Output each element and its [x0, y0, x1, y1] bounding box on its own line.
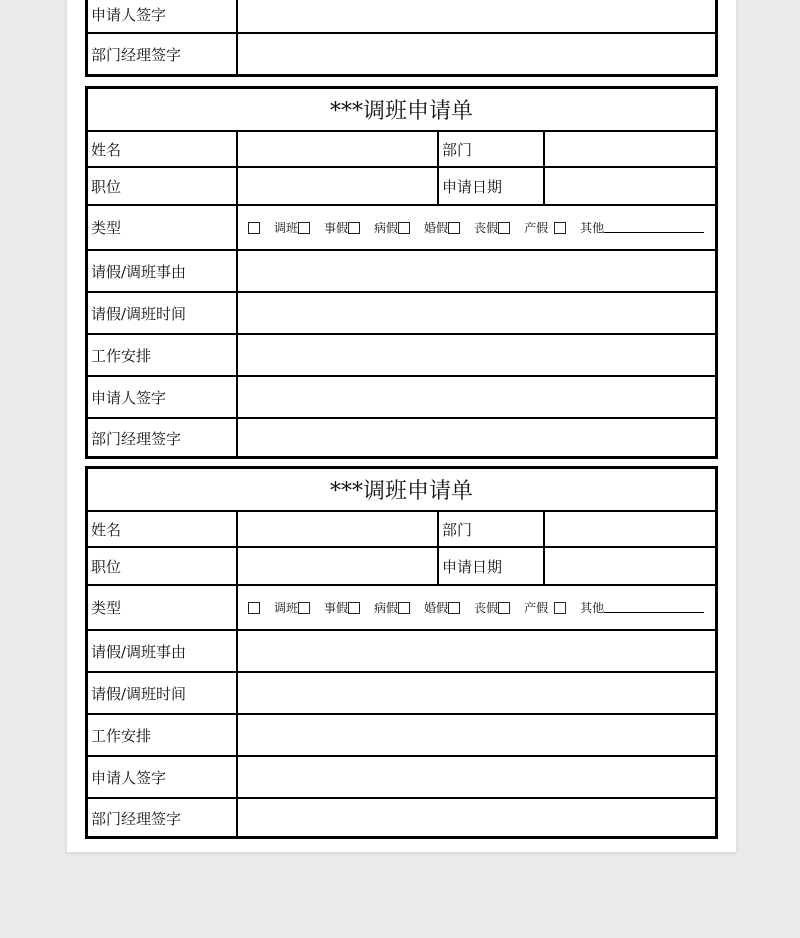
- type-option-maternity-leave: 产假: [524, 601, 549, 615]
- type-options: [236, 206, 715, 249]
- checkbox-shift[interactable]: [248, 602, 260, 614]
- type-label: 类型: [91, 599, 122, 617]
- time-label: 请假/调班时间: [91, 304, 187, 323]
- checkbox-personal-leave[interactable]: [298, 222, 310, 234]
- name-dept-row: [88, 130, 715, 166]
- type-option-maternity-leave: 产假: [524, 221, 549, 235]
- position-date-row: [88, 546, 715, 584]
- date-field[interactable]: [543, 168, 715, 204]
- dept-label: 部门: [437, 512, 543, 546]
- checkbox-maternity-leave[interactable]: [498, 602, 510, 614]
- dept-field[interactable]: [543, 132, 715, 166]
- applicant-signature-row: [88, 755, 715, 797]
- work-arrangement-label: 工作安排: [91, 726, 152, 745]
- manager-signature-field[interactable]: [236, 34, 715, 74]
- type-label: 类型: [91, 219, 122, 237]
- reason-row: [88, 629, 715, 671]
- manager-signature-field[interactable]: [236, 419, 715, 458]
- type-option-marriage-leave: 婚假: [424, 221, 449, 235]
- type-option-bereavement-leave: 丧假: [474, 221, 499, 235]
- work-arrangement-row: [88, 713, 715, 755]
- applicant-signature-field[interactable]: [236, 757, 715, 797]
- checkbox-other[interactable]: [554, 602, 566, 614]
- other-input-line[interactable]: [604, 222, 704, 233]
- work-arrangement-row: [88, 333, 715, 375]
- applicant-signature-row: [88, 0, 715, 32]
- form-title: ***调班申请单: [329, 479, 473, 504]
- checkbox-other[interactable]: [554, 222, 566, 234]
- type-option-other: 其他: [580, 221, 605, 235]
- checkbox-bereavement-leave[interactable]: [448, 222, 460, 234]
- work-arrangement-field[interactable]: [236, 335, 715, 375]
- date-label: 申请日期: [437, 168, 543, 204]
- dept-field[interactable]: [543, 512, 715, 546]
- checkbox-sick-leave[interactable]: [348, 602, 360, 614]
- date-field[interactable]: [543, 548, 715, 584]
- type-row: [88, 584, 715, 629]
- type-option-sick-leave: 病假: [374, 221, 399, 235]
- work-arrangement-label: 工作安排: [91, 346, 152, 365]
- reason-field[interactable]: [236, 251, 715, 291]
- position-label: 职位: [91, 177, 122, 196]
- applicant-signature-label: 申请人签字: [91, 388, 167, 407]
- manager-signature-row: [88, 797, 715, 838]
- checkbox-maternity-leave[interactable]: [498, 222, 510, 234]
- position-label: 职位: [91, 557, 122, 576]
- name-field[interactable]: [236, 132, 437, 166]
- type-options: [236, 586, 715, 629]
- manager-signature-field[interactable]: [236, 799, 715, 838]
- title-row: [88, 469, 715, 510]
- checkbox-bereavement-leave[interactable]: [448, 602, 460, 614]
- type-option-bereavement-leave: 丧假: [474, 601, 499, 615]
- time-field[interactable]: [236, 293, 715, 333]
- shift-request-form-2: [85, 466, 718, 839]
- work-arrangement-field[interactable]: [236, 715, 715, 755]
- name-label: 姓名: [91, 520, 122, 539]
- type-option-personal-leave: 事假: [324, 601, 349, 615]
- manager-signature-row: [88, 32, 715, 74]
- dept-label: 部门: [437, 132, 543, 166]
- name-field[interactable]: [236, 512, 437, 546]
- position-field[interactable]: [236, 168, 437, 204]
- type-option-marriage-leave: 婚假: [424, 601, 449, 615]
- applicant-signature-row: [88, 375, 715, 417]
- type-option-sick-leave: 病假: [374, 601, 399, 615]
- applicant-signature-field[interactable]: [236, 377, 715, 417]
- applicant-signature-label: 申请人签字: [91, 768, 167, 787]
- checkbox-sick-leave[interactable]: [348, 222, 360, 234]
- type-row: [88, 204, 715, 249]
- reason-row: [88, 249, 715, 291]
- type-option-other: 其他: [580, 601, 605, 615]
- other-input-line[interactable]: [604, 602, 704, 613]
- type-option-personal-leave: 事假: [324, 221, 349, 235]
- time-row: [88, 291, 715, 333]
- name-dept-row: [88, 510, 715, 546]
- reason-field[interactable]: [236, 631, 715, 671]
- date-label: 申请日期: [437, 548, 543, 584]
- type-option-shift: 调班: [274, 601, 299, 615]
- row-label: 申请人签字: [91, 6, 167, 24]
- time-row: [88, 671, 715, 713]
- manager-signature-row: [88, 417, 715, 458]
- type-option-shift: 调班: [274, 221, 299, 235]
- checkbox-personal-leave[interactable]: [298, 602, 310, 614]
- name-label: 姓名: [91, 140, 122, 159]
- partial-form: [85, 0, 718, 77]
- row-label: 部门经理签字: [91, 45, 182, 64]
- position-field[interactable]: [236, 548, 437, 584]
- reason-label: 请假/调班事由: [91, 642, 187, 661]
- position-date-row: [88, 166, 715, 204]
- title-row: [88, 89, 715, 130]
- checkbox-shift[interactable]: [248, 222, 260, 234]
- checkbox-marriage-leave[interactable]: [398, 602, 410, 614]
- checkbox-marriage-leave[interactable]: [398, 222, 410, 234]
- form-title: ***调班申请单: [329, 99, 473, 124]
- time-field[interactable]: [236, 673, 715, 713]
- manager-signature-label: 部门经理签字: [91, 430, 182, 448]
- manager-signature-label: 部门经理签字: [91, 810, 182, 828]
- time-label: 请假/调班时间: [91, 684, 187, 703]
- shift-request-form-1: [85, 86, 718, 459]
- reason-label: 请假/调班事由: [91, 262, 187, 281]
- applicant-signature-field[interactable]: [236, 0, 715, 32]
